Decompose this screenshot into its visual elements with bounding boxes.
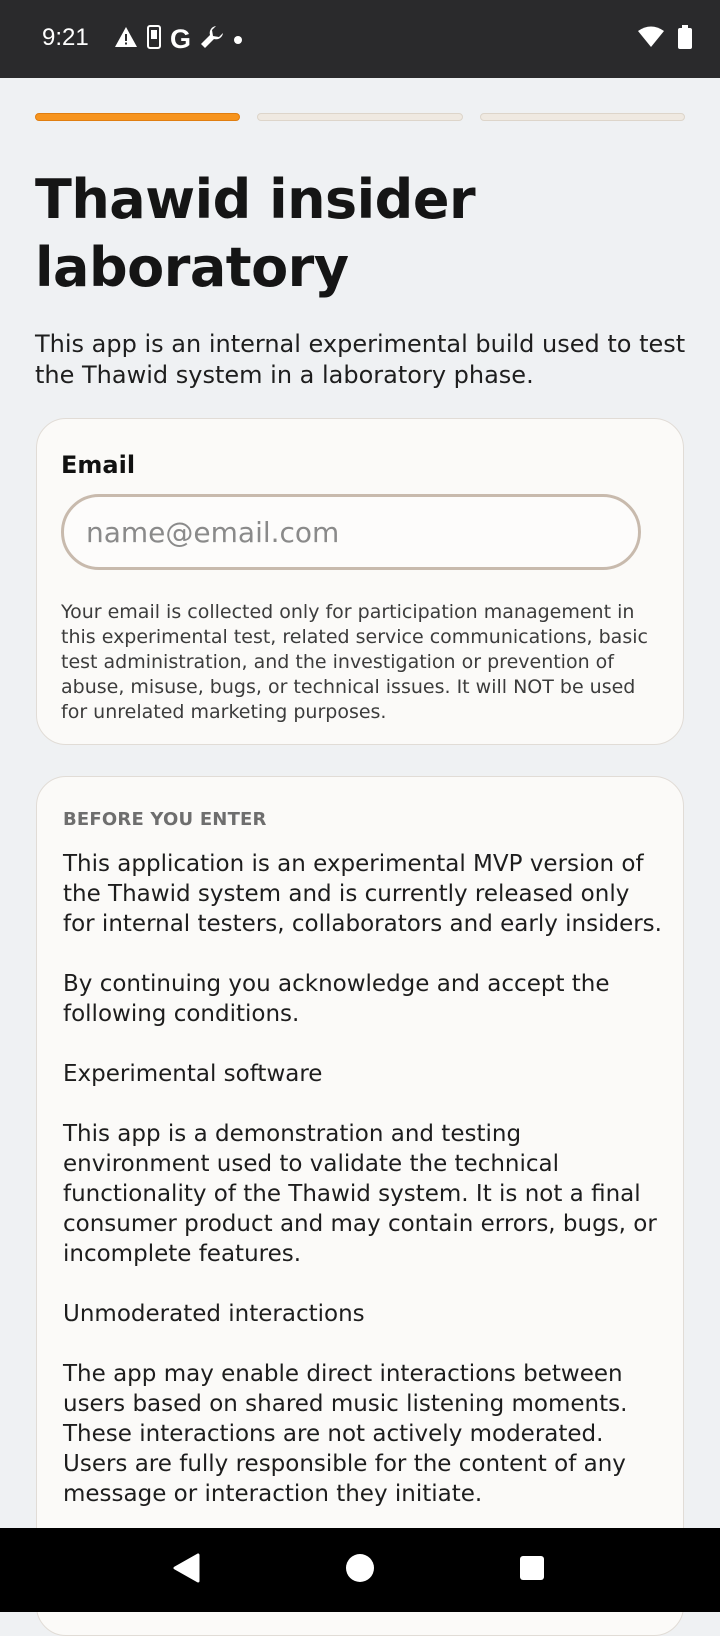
phone-icon [146, 25, 162, 53]
page-intro: This app is an internal experimental build used to test the Thawid system in a laboratory phase. [35, 330, 686, 389]
home-icon [345, 1553, 375, 1587]
terms-body [63, 849, 663, 1539]
progress-step-3 [480, 113, 685, 121]
wifi-icon [638, 26, 664, 52]
warning-icon [114, 26, 138, 52]
status-time: 9:21 [42, 24, 89, 51]
terms-section-title: Experimental software [63, 1061, 323, 1087]
terms-section-title: Unmoderated interactions [63, 1301, 365, 1327]
system-icons [638, 24, 692, 54]
terms-paragraph: The app may enable direct interactions between users based on shared music listening moments. These interactions are not actively moderated. Users are fully responsible for the content of any message or interaction they initiate. [63, 1361, 628, 1507]
step-progress [35, 113, 685, 121]
email-card [36, 418, 684, 745]
recents-button[interactable] [510, 1548, 554, 1592]
email-privacy-note: Your email is collected only for participation management in this experimental test, related service communications, basic test administration, and the investigation or prevention of abuse, misuse, bugs, or technical issues. It will NOT be used for unrelated marketing purposes. [61, 601, 648, 723]
home-button[interactable] [338, 1548, 382, 1592]
status-bar [0, 0, 720, 78]
dot-icon [233, 30, 243, 49]
battery-icon [678, 25, 692, 53]
email-field[interactable] [61, 494, 641, 570]
notification-icons [114, 24, 243, 54]
progress-step-2 [257, 113, 462, 121]
terms-paragraph: By continuing you acknowledge and accept the following conditions. [63, 971, 610, 1027]
terms-heading: BEFORE YOU ENTER [63, 809, 267, 830]
terms-paragraph: This app is a demonstration and testing environment used to validate the technical functionality of the Thawid system. It is not a final consumer product and may contain errors, bugs, or incomplete features. [63, 1121, 657, 1267]
terms-paragraph: This application is an experimental MVP version of the Thawid system and is currently released only for internal testers, collaborators and early insiders. [63, 851, 662, 937]
page-title: Thawid insider laboratory [35, 168, 476, 299]
back-button[interactable] [164, 1548, 208, 1592]
terms-card[interactable] [36, 776, 684, 1636]
navigation-bar [0, 1528, 720, 1612]
email-label: Email [61, 451, 136, 479]
back-icon [172, 1553, 200, 1587]
recents-icon [519, 1555, 545, 1585]
google-icon: G [170, 24, 192, 54]
wrench-icon [199, 24, 225, 54]
progress-step-1 [35, 113, 240, 121]
